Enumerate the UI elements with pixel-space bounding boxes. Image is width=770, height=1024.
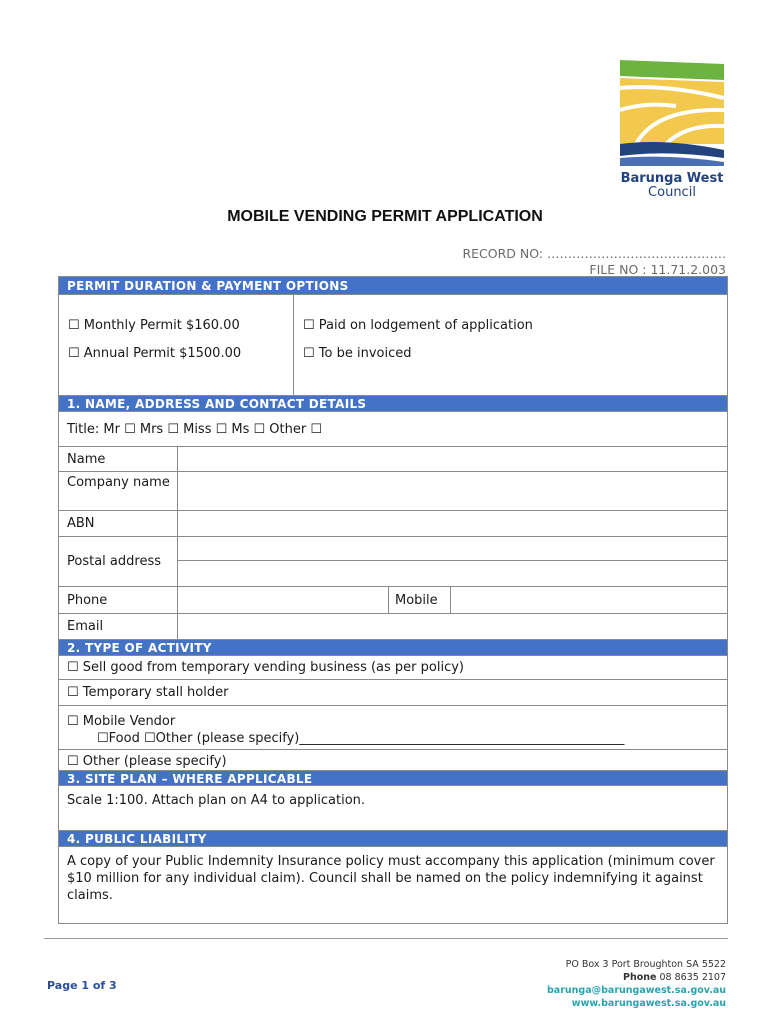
page-number: Page 1 of 3 <box>47 979 117 992</box>
logo-name-line2: Council <box>648 185 696 200</box>
paid-on-lodgement-checkbox[interactable]: ☐ Paid on lodgement of application <box>303 318 533 333</box>
mobile-label: Mobile <box>389 587 451 613</box>
postal-field-line2[interactable] <box>178 561 727 586</box>
public-liability-text: A copy of your Public Indemnity Insurance policy must accompany this application (minimum cover $10 million for any individual claim). Council shall be named on the policy indemnifying it against claims. <box>67 854 715 903</box>
record-number: RECORD NO: ……………………………………. <box>462 246 726 261</box>
permit-options <box>59 295 727 396</box>
to-be-invoiced-checkbox[interactable]: ☐ To be invoiced <box>303 346 412 361</box>
annual-permit-checkbox[interactable]: ☐ Annual Permit $1500.00 <box>68 346 242 361</box>
site-plan-text: Scale 1:100. Attach plan on A4 to application. <box>67 793 366 808</box>
website-link[interactable]: www.barungawest.sa.gov.au <box>571 998 726 1009</box>
phone-label: Phone <box>59 587 178 613</box>
company-field[interactable] <box>178 472 727 510</box>
sell-goods-checkbox[interactable]: ☐ Sell good from temporary vending business (as per policy) <box>67 660 464 675</box>
section1-header: 1. NAME, ADDRESS AND CONTACT DETAILS <box>59 396 727 412</box>
section4-header: 4. PUBLIC LIABILITY <box>59 831 727 847</box>
name-label: Name <box>59 447 178 471</box>
council-logo-icon <box>616 58 728 166</box>
other-activity-checkbox[interactable]: ☐ Other (please specify) <box>67 754 227 769</box>
abn-field[interactable] <box>178 511 727 536</box>
postal-address: PO Box 3 Port Broughton SA 5522 <box>565 959 726 970</box>
logo-name-line1: Barunga West <box>620 171 724 186</box>
temporary-stall-checkbox[interactable]: ☐ Temporary stall holder <box>67 685 229 700</box>
email-link[interactable]: barunga@barungawest.sa.gov.au <box>547 985 726 996</box>
title-options[interactable]: Title: Mr ☐ Mrs ☐ Miss ☐ Ms ☐ Other ☐ <box>67 421 323 437</box>
phone-number: 08 8635 2107 <box>659 972 726 983</box>
postal-field-line1[interactable] <box>178 537 727 561</box>
file-number: FILE NO : 11.71.2.003 <box>589 262 726 277</box>
application-form <box>58 276 728 924</box>
email-label: Email <box>59 614 178 639</box>
monthly-permit-checkbox[interactable]: ☐ Monthly Permit $160.00 <box>68 318 240 333</box>
phone-field[interactable] <box>178 587 389 613</box>
abn-label: ABN <box>59 511 178 536</box>
company-label: Company name <box>59 472 178 510</box>
phone-label-footer: Phone <box>623 972 657 983</box>
section2-header: 2. TYPE OF ACTIVITY <box>59 640 727 656</box>
permit-header: PERMIT DURATION & PAYMENT OPTIONS <box>59 277 727 295</box>
council-logo <box>616 58 728 206</box>
mobile-field[interactable] <box>451 587 727 613</box>
name-field[interactable] <box>178 447 727 471</box>
section3-header: 3. SITE PLAN – WHERE APPLICABLE <box>59 770 727 786</box>
footer-divider <box>44 938 728 939</box>
postal-label: Postal address <box>59 537 178 586</box>
page-title: MOBILE VENDING PERMIT APPLICATION <box>227 208 543 225</box>
mobile-vendor-suboptions[interactable]: ☐Food ☐Other (please specify)__________________________________________________ <box>97 731 625 746</box>
email-field[interactable] <box>178 614 727 639</box>
contact-block <box>547 958 726 1010</box>
mobile-vendor-checkbox[interactable]: ☐ Mobile Vendor <box>67 714 176 729</box>
